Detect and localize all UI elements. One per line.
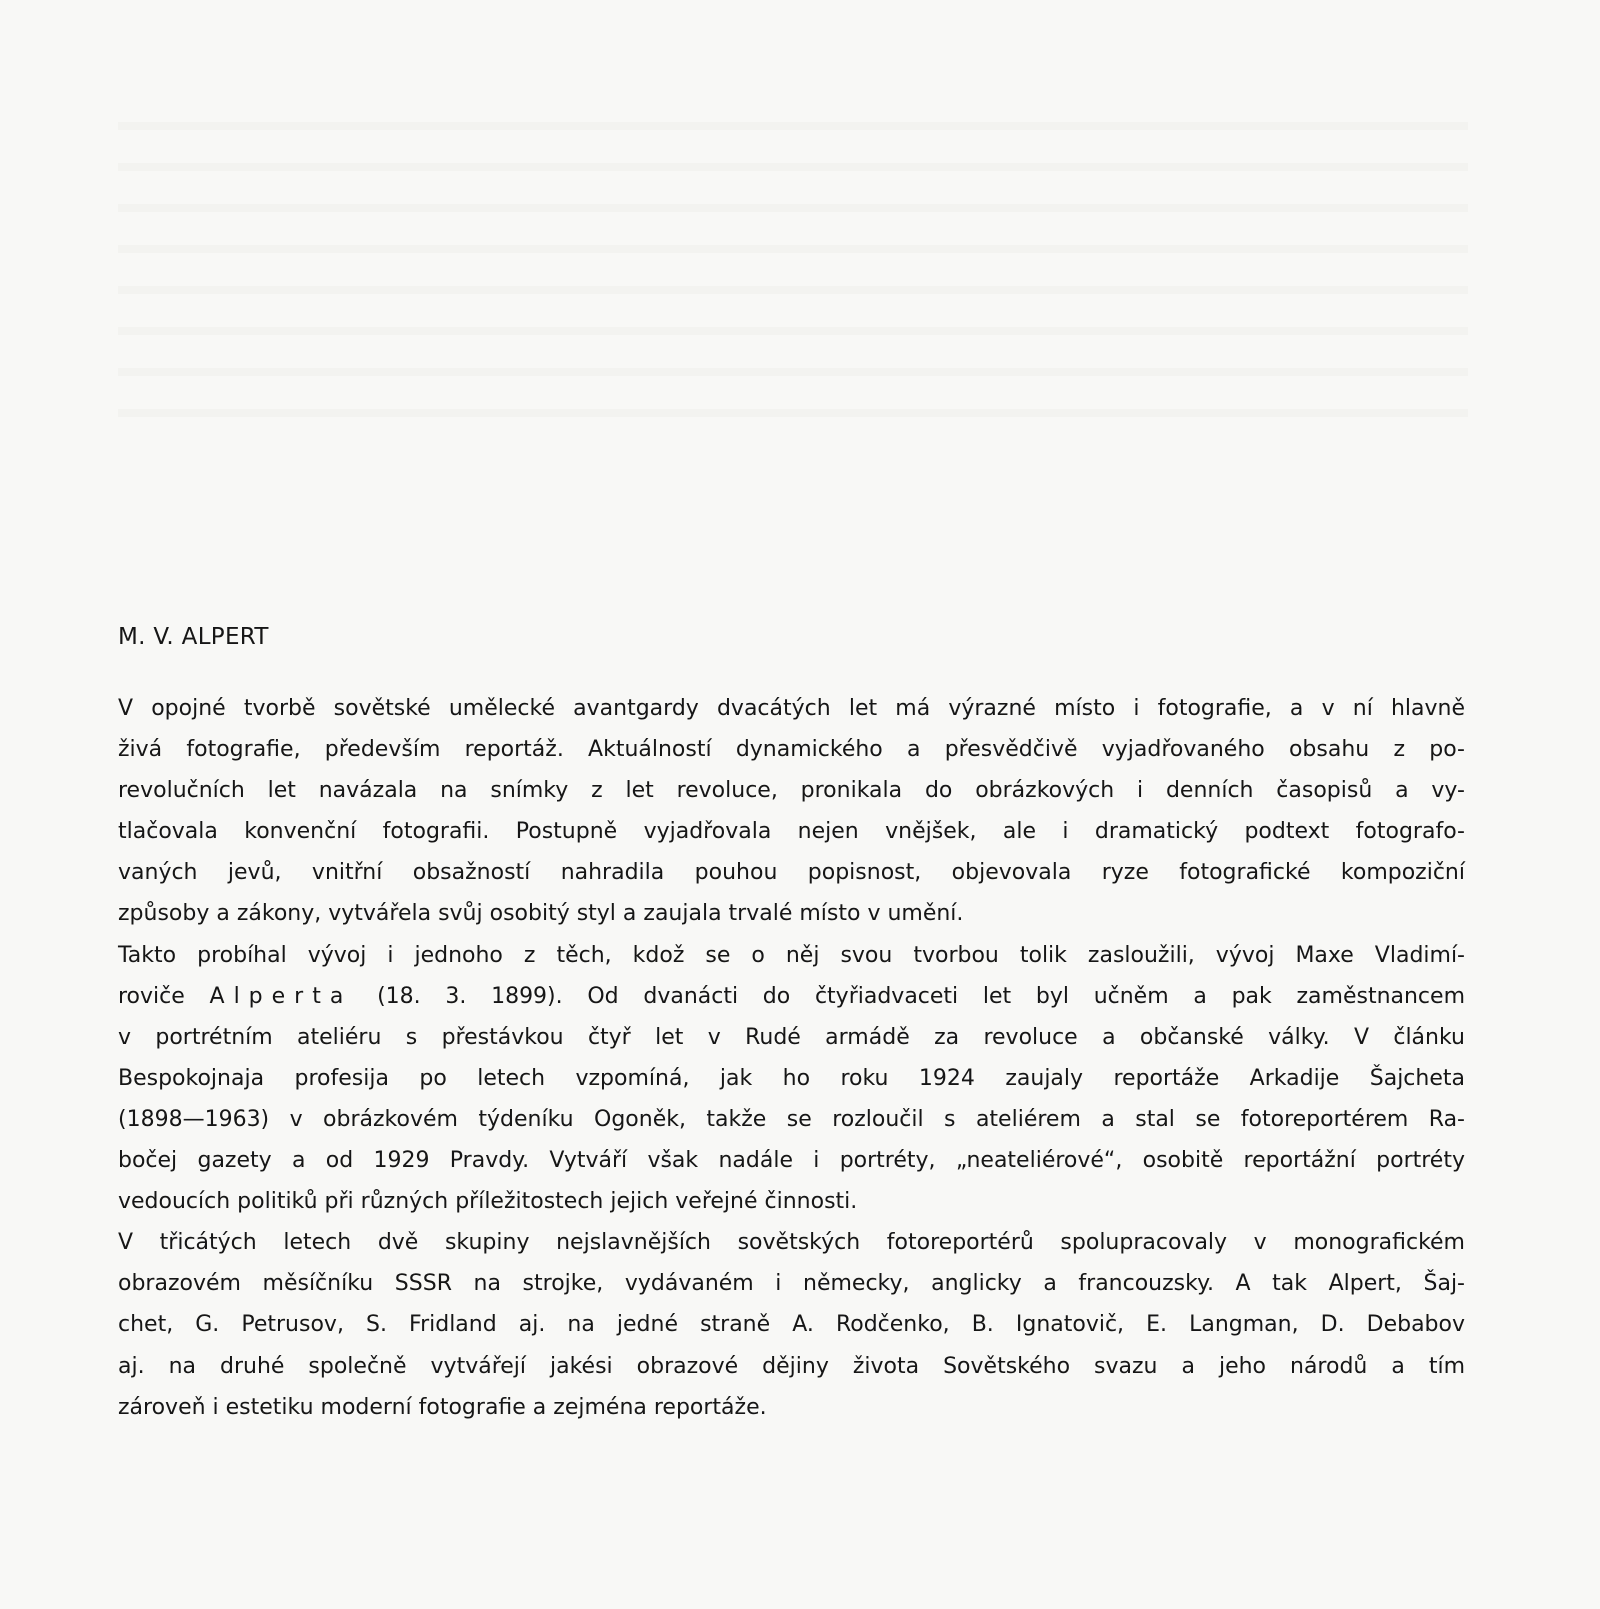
text-line: aj. na druhé společně vytvářejí jakési obrazové dějiny života Sovětského svazu a jeho národů a tím [118, 1353, 1465, 1379]
text-fragment: (18. 3. 1899). Od dvanácti do čtyřiadvaceti let byl učněm a pak zaměstnancem [352, 983, 1465, 1009]
text-line: V třicátých letech dvě skupiny nejslavnějších sovětských fotoreportérů spolupracovaly v monografickém [118, 1230, 1465, 1256]
text-fragment: roviče [118, 983, 210, 1009]
text-line: zároveň i estetiku moderní fotografie a zejména reportáže. [118, 1394, 767, 1420]
text-line: Takto probíhal vývoj i jednoho z těch, kdož se o něj svou tvorbou tolik zasloužili, vývoj Maxe Vladimí- [118, 942, 1465, 968]
text-line [118, 976, 1465, 1017]
text-line: V opojné tvorbě sovětské umělecké avantgardy dvacátých let má výrazné místo i fotografie, a v ní hlavně [118, 696, 1465, 721]
text-line: vedoucích politiků při různých příležitostech jejich veřejné činnosti. [118, 1189, 858, 1215]
text-line: (1898—1963) v obrázkovém týdeníku Ogoněk, takže se rozloučil s ateliérem a stal se fotoreportérem Ra- [118, 1106, 1465, 1132]
text-line: obrazovém měsíčníku SSSR na strojke, vydávaném i německy, anglicky a francouzsky. A tak Alpert, Šaj- [118, 1271, 1465, 1297]
show-through-text [118, 92, 1468, 422]
text-line: v portrétním ateliéru s přestávkou čtyř let v Rudé armádě za revoluce a občanské války. V článku [118, 1024, 1465, 1050]
text-line: revolučních let navázala na snímky z let revoluce, pronikala do obrázkových i denních časopisů a vy- [118, 778, 1465, 804]
text-line: živá fotografie, především reportáž. Aktuálností dynamického a přesvědčivě vyjadřovaného obsahu z po- [118, 737, 1465, 763]
spaced-name: Alperta [209, 983, 353, 1009]
page-title: M. V. ALPERT [118, 624, 269, 650]
text-line: vaných jevů, vnitřní obsažností nahradila pouhou popisnost, objevovala ryze fotografické kompoziční [118, 860, 1465, 886]
text-line: bočej gazety a od 1929 Pravdy. Vytváří však nadále i portréty, „neateliérové“, osobitě reportážní portréty [118, 1148, 1465, 1174]
text-line: tlačovala konvenční fotografii. Postupně vyjadřovala nejen vnějšek, ale i dramatický podtext fotografo- [118, 819, 1465, 845]
text-line: chet, G. Petrusov, S. Fridland aj. na jedné straně A. Rodčenko, B. Ignatovič, E. Langman, D. Debabov [118, 1312, 1465, 1338]
text-line: Bespokojnaja profesija po letech vzpomíná, jak ho roku 1924 zaujaly reportáže Arkadije Šajcheta [118, 1065, 1465, 1091]
body-text [118, 688, 1465, 1428]
text-line: způsoby a zákony, vytvářela svůj osobitý styl a zaujala trvalé místo v umění. [118, 901, 964, 927]
